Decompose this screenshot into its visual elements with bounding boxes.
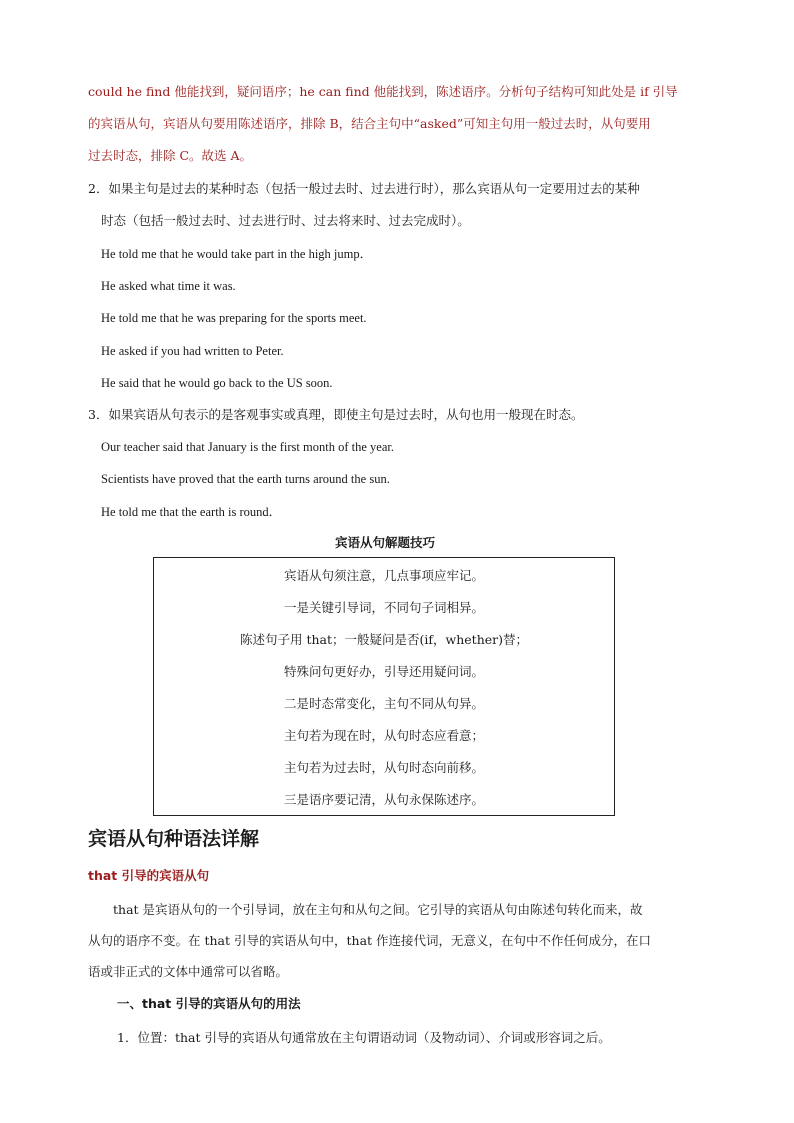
explanation-line-3: 过去时态，排除 C。故选 A。 (88, 148, 253, 163)
tips-line-7: 主句若为过去时，从句时态向前移。 (283, 760, 484, 775)
tips-box (153, 557, 615, 816)
tips-line-6: 主句若为现在时，从句时态应看意； (283, 728, 484, 743)
rule-2-line-1: 2．如果主句是过去的某种时态（包括一般过去时、过去进行时），那么宾语从句一定要用过去的某种 (88, 181, 640, 196)
tips-line-5: 二是时态常变化，主句不同从句异。 (283, 696, 484, 711)
section-paragraph-line-1: that 是宾语从句的一个引导词，放在主句和从句之间。它引导的宾语从句由陈述句转化而来，故 (88, 902, 643, 917)
rule-3-example-1: Our teacher said that January is the first month of the year. (101, 440, 394, 454)
rule-2-example-1: He told me that he would take part in the high jump． (101, 247, 373, 261)
usage-heading: 一、that 引导的宾语从句的用法 (117, 996, 301, 1011)
tips-line-2: 一是关键引导词，不同句子词相异。 (283, 600, 484, 615)
tips-line-1: 宾语从句须注意，几点事项应牢记。 (283, 568, 484, 583)
explanation-line-1: could he find 他能找到，疑问语序；he can find 他能找到，陈述语序。分析句子结构可知此处是 if 引导 (88, 84, 678, 99)
rule-2-example-5: He said that he would go back to the US soon. (101, 376, 333, 390)
rule-2-line-2: 时态（包括一般过去时、过去进行时、过去将来时、过去完成时）。 (101, 213, 470, 228)
explanation-line-2: 的宾语从句，宾语从句要用陈述语序，排除 B，结合主句中“asked”可知主句用一般过去时，从句要用 (88, 116, 651, 131)
usage-item-1: 1．位置：that 引导的宾语从句通常放在主句谓语动词（及物动词）、介词或形容词之后。 (117, 1030, 611, 1045)
rule-2-example-2: He asked what time it was. (101, 279, 236, 293)
tips-line-3: 陈述句子用 that；一般疑问是否(if，whether)替； (240, 632, 528, 647)
section-paragraph-line-2: 从句的语序不变。在 that 引导的宾语从句中，that 作连接代词，无意义，在句中不作任何成分，在口 (88, 933, 652, 948)
section-paragraph-line-3: 语或非正式的文体中通常可以省略。 (88, 964, 289, 979)
section-subheading: that 引导的宾语从句 (88, 868, 210, 883)
rule-2-example-4: He asked if you had written to Peter. (101, 344, 284, 358)
tips-line-4: 特殊问句更好办，引导还用疑问词。 (283, 664, 484, 679)
rule-2-example-3: He told me that he was preparing for the sports meet. (101, 311, 367, 325)
rule-3-example-2: Scientists have proved that the earth turns around the sun. (101, 472, 390, 486)
rule-3-example-3: He told me that the earth is round． (101, 505, 282, 519)
section-heading: 宾语从句种语法详解 (88, 828, 260, 850)
rule-3-line: 3．如果宾语从句表示的是客观事实或真理，即使主句是过去时，从句也用一般现在时态。 (88, 407, 584, 422)
tips-line-8: 三是语序要记清，从句永保陈述序。 (283, 792, 484, 807)
tips-box-title: 宾语从句解题技巧 (334, 535, 435, 550)
